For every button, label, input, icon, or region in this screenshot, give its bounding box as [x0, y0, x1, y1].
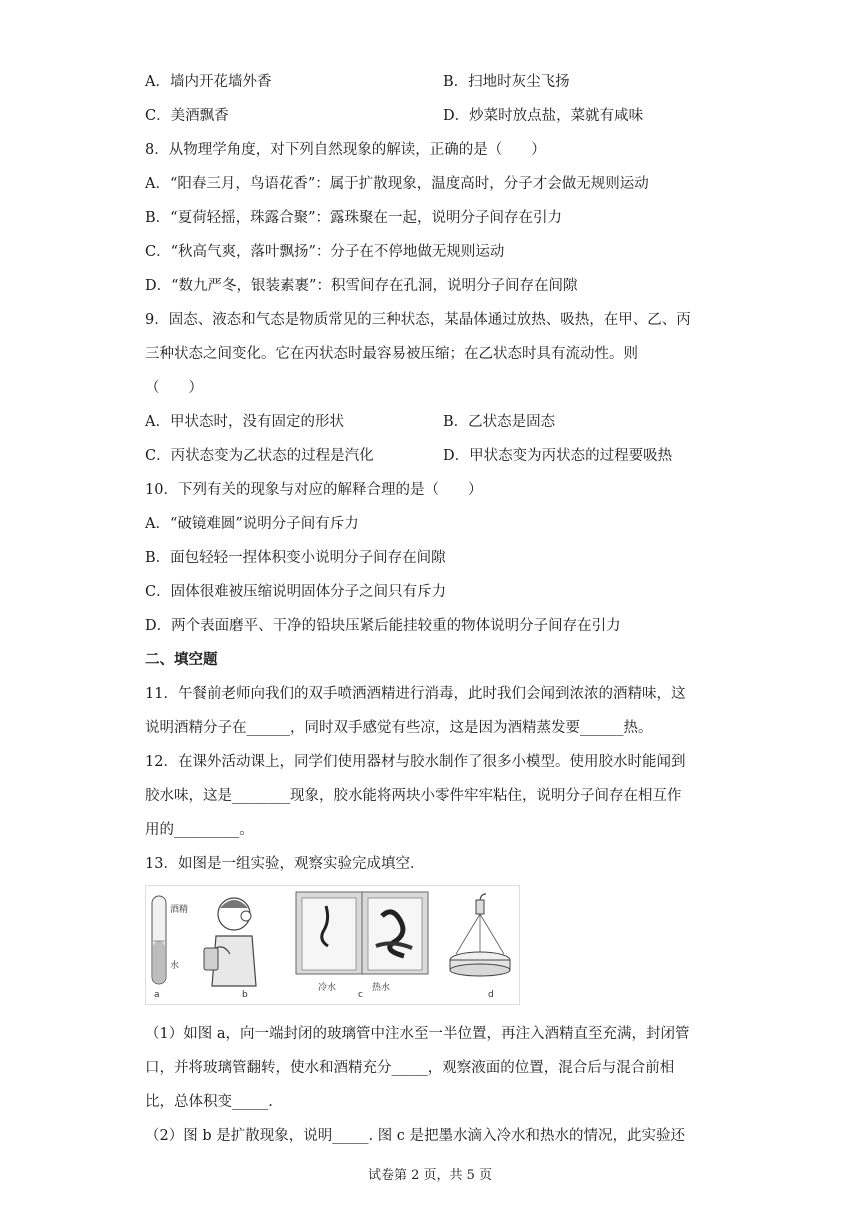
q13-part2-line1: （2）图 b 是扩散现象，说明_____. 图 c 是把墨水滴入冷水和热水的情况，此实验还: [145, 1128, 686, 1144]
q8-option-a: A．“阳春三月，鸟语花香”：属于扩散现象，温度高时，分子才会做无规则运动: [145, 176, 649, 192]
q10-option-b: B．面包轻轻一捏体积变小说明分子间存在间隙: [145, 550, 446, 566]
q9-option-a: A．甲状态时，没有固定的形状: [145, 414, 344, 430]
q8-option-c: C．“秋高气爽，落叶飘扬”：分子在不停地做无规则运动: [145, 244, 505, 260]
q12-line1: 12．在课外活动课上，同学们使用器材与胶水制作了很多小模型。使用胶水时能闻到: [145, 754, 686, 770]
q13-part1-line1: （1）如图 a，向一端封闭的玻璃管中注水至一半位置，再注入酒精直至充满，封闭管: [145, 1026, 690, 1042]
q13-part1-line2: 口，并将玻璃管翻转，使水和酒精充分_____，观察液面的位置，混合后与混合前相: [145, 1060, 675, 1076]
label-d: d: [488, 990, 494, 1000]
q8-stem: 8．从物理学角度，对下列自然现象的解读，正确的是（ ）: [145, 142, 546, 158]
section-heading: 二、填空题: [145, 652, 218, 668]
label-hot-water: 热水: [372, 983, 391, 993]
label-alcohol: 酒精: [170, 905, 189, 915]
q9-stem-line3: （ ）: [145, 380, 203, 396]
q10-option-c: C．固体很难被压缩说明固体分子之间只有斥力: [145, 584, 447, 600]
q7-option-c: C．美酒飘香: [145, 108, 229, 124]
q12-line2: 胶水味，这是________现象，胶水能将两块小零件牢牢粘住，说明分子间存在相互作: [145, 788, 682, 804]
label-a: a: [154, 990, 160, 1000]
q7-option-d: D．炒菜时放点盐，菜就有咸味: [443, 108, 644, 124]
q10-option-a: A．“破镜难圆”说明分子间有斥力: [145, 516, 359, 532]
label-water: 水: [170, 961, 180, 971]
q13-part1-line3: 比，总体积变_____.: [145, 1094, 273, 1110]
q8-option-d: D．“数九严冬，银装素裹”：积雪间存在孔洞，说明分子间存在间隙: [145, 278, 578, 294]
glass-tube-figure-a: [152, 896, 166, 984]
q7-option-a: A．墙内开花墙外香: [145, 74, 272, 90]
q11-line1: 11．午餐前老师向我们的双手喷洒酒精进行消毒，此时我们会闻到浓浓的酒精味，这: [145, 686, 686, 702]
q10-stem: 10．下列有关的现象与对应的解释合理的是（ ）: [145, 482, 483, 498]
q9-option-b: B．乙状态是固态: [443, 414, 556, 430]
q8-option-b: B．“夏荷轻摇，珠露合聚”：露珠聚在一起，说明分子间存在引力: [145, 210, 562, 226]
page-footer: 试卷第 2 页，共 5 页: [367, 1168, 493, 1183]
label-b: b: [242, 990, 248, 1000]
boy-figure-b: [204, 898, 256, 986]
q12-line3: 用的_________。: [145, 822, 254, 838]
q9-stem-line2: 三种状态之间变化。它在丙状态时最容易被压缩；在乙状态时具有流动性。则: [145, 346, 638, 362]
q9-stem-line1: 9．固态、液态和气态是物质常见的三种状态，某晶体通过放热、吸热，在甲、乙、丙: [145, 312, 691, 328]
beakers-figure-c: [296, 892, 428, 974]
apparatus-figure-d: [450, 894, 510, 976]
q9-option-d: D．甲状态变为丙状态的过程要吸热: [443, 448, 673, 464]
q13-stem: 13．如图是一组实验，观察实验完成填空．: [145, 856, 425, 872]
experiment-figure: [145, 885, 520, 1005]
label-c: c: [358, 990, 363, 1000]
q7-option-b: B．扫地时灰尘飞扬: [443, 74, 570, 90]
q11-line2: 说明酒精分子在______，同时双手感觉有些凉，这是因为酒精蒸发要______热。: [145, 720, 653, 736]
q10-option-d: D．两个表面磨平、干净的铅块压紧后能挂较重的物体说明分子间存在引力: [145, 618, 621, 634]
label-cold-water: 冷水: [318, 983, 337, 993]
q9-option-c: C．丙状态变为乙状态的过程是汽化: [145, 448, 374, 464]
